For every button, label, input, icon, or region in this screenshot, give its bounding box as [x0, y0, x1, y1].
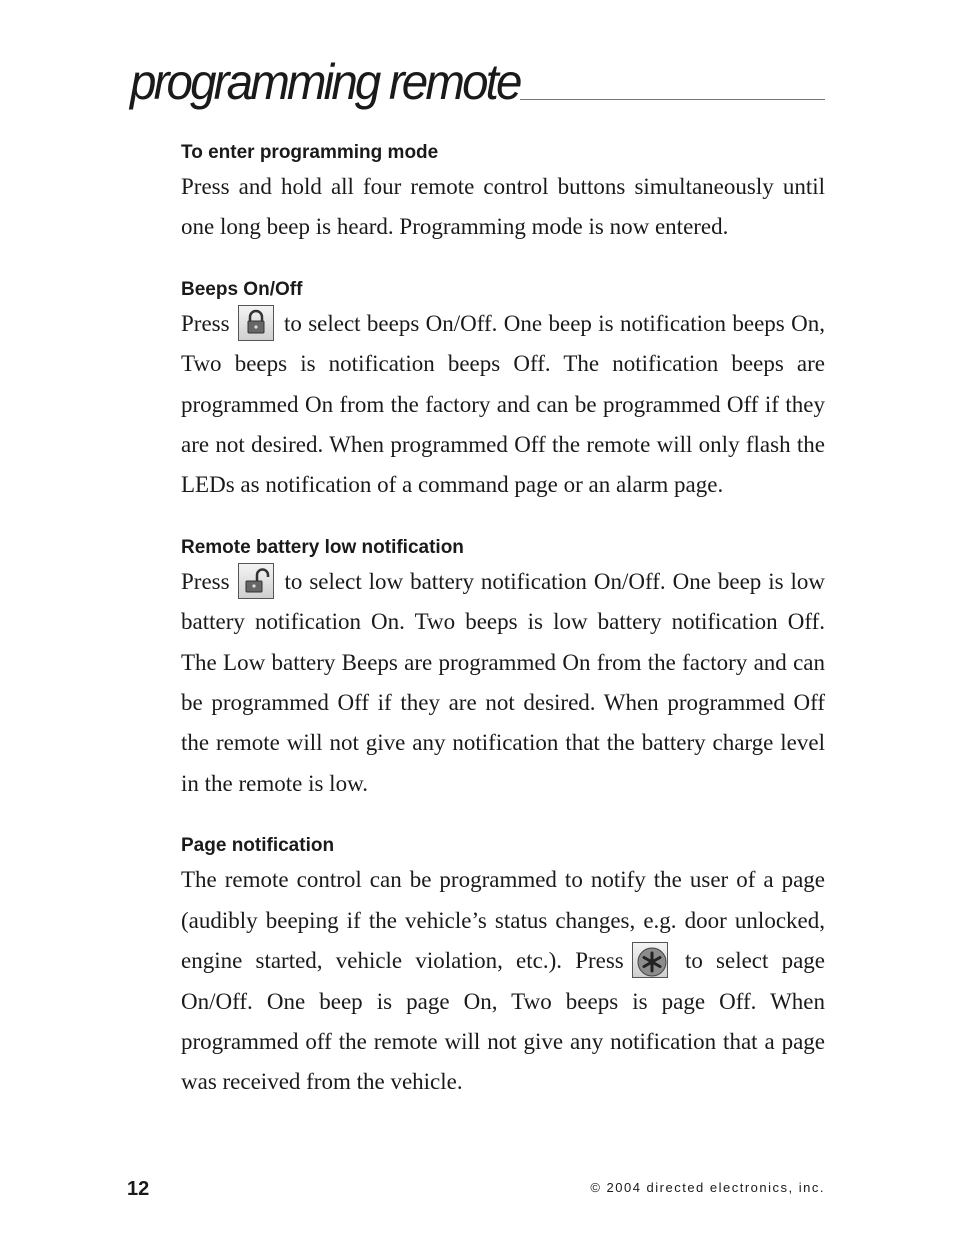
- section-heading: Remote battery low notification: [181, 536, 464, 558]
- unlock-icon: [238, 563, 274, 599]
- section-body: [181, 860, 825, 1102]
- copyright: © 2004 directed electronics, inc.: [590, 1180, 825, 1195]
- section-enter-programming: [181, 139, 825, 248]
- page-number: 12: [127, 1178, 150, 1200]
- section-heading: To enter programming mode: [181, 142, 439, 163]
- section-body: [181, 562, 825, 804]
- section-body: Press and hold all four remote control buttons simultaneously until one long beep is heard. Programming mode is now entered.: [181, 174, 825, 240]
- lock-icon: [238, 305, 274, 341]
- body-text-before: Press: [181, 310, 230, 336]
- section-heading: Beeps On/Off: [181, 278, 303, 300]
- section-heading: Page notification: [181, 835, 335, 857]
- body-text-after: to select low battery notification On/Off. One beep is low battery notification On. Two beeps is low battery notification Off. The Low battery Beeps are programmed On from the factory and can be programmed Off if they are not desired. When programmed Off the remote will not give any notification that the battery charge level in the remote is low.: [181, 568, 826, 796]
- content: [181, 139, 825, 1131]
- section-battery-low: [181, 534, 825, 804]
- section-page-notification: [181, 832, 825, 1102]
- body-text-after: to select beeps On/Off. One beep is notification beeps On, Two beeps is notification beeps Off. The notification beeps are programmed On from the factory and can be programmed Off if they are not desired. When programmed Off the remote will only flash the LEDs as notification of a command page or an alarm page.: [181, 310, 825, 498]
- body-text-before: The remote control can be programmed to notify the user of a page (audibly beeping if the vehicle’s status changes, e.g. door unlocked, engine started, vehicle violation, etc.). Press: [181, 867, 825, 974]
- page-title: programming remote: [130, 54, 520, 110]
- title-rule: [520, 99, 825, 100]
- asterisk-icon: [632, 942, 668, 978]
- section-body: [181, 304, 825, 506]
- body-text-after: to select page On/Off. One beep is page On, Two beeps is page Off. When programmed off the remote will not give any notification that a page was received from the vehicle.: [181, 948, 825, 1095]
- section-beeps: [181, 276, 825, 506]
- body-text-before: Press: [181, 568, 230, 594]
